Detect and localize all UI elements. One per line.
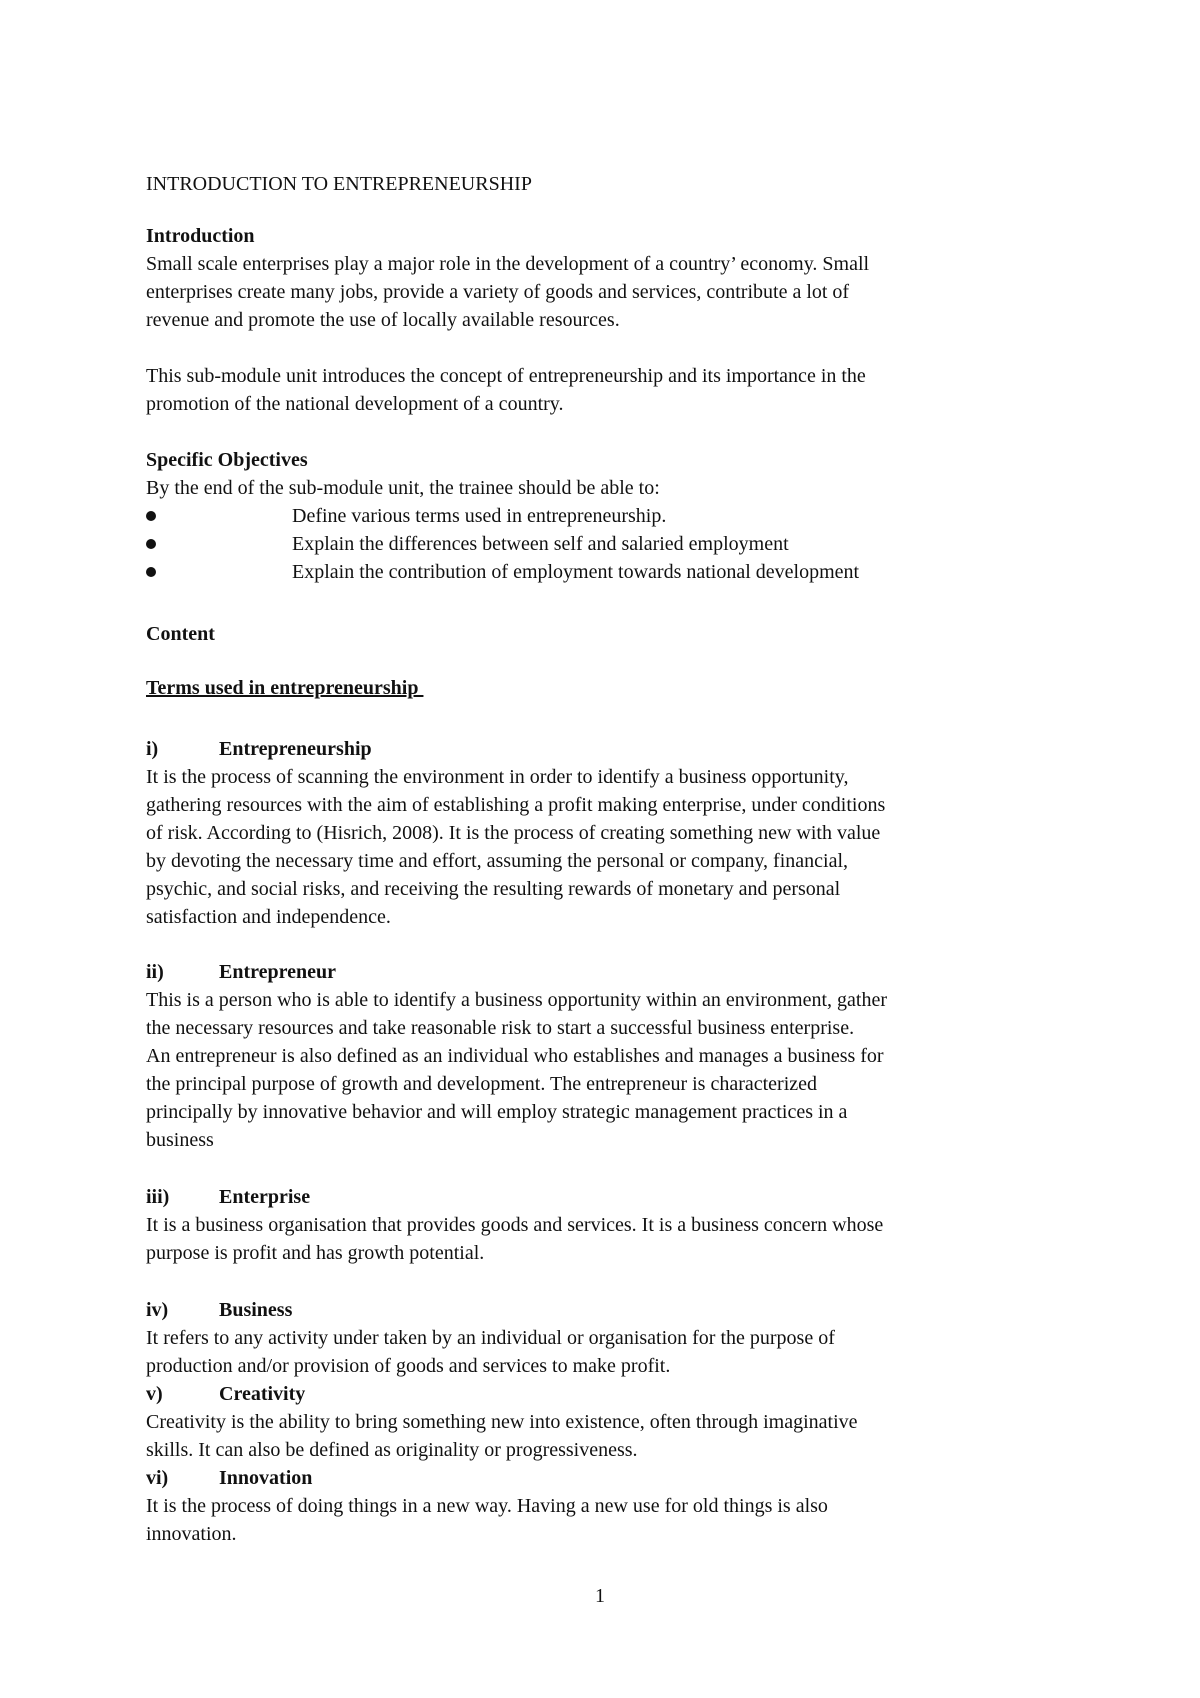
term-heading: [146, 1183, 1066, 1211]
term-creativity: [146, 1380, 1066, 1464]
content-heading: Content: [146, 623, 215, 645]
term-name: Enterprise: [219, 1186, 311, 1208]
term-enterprise: [146, 1183, 1066, 1267]
objectives-list: [146, 502, 1066, 586]
text-line: revenue and promote the use of locally available resources.: [146, 309, 620, 331]
term-entrepreneur: [146, 958, 1066, 1154]
text-line: business: [146, 1129, 214, 1151]
text-line: gathering resources with the aim of establishing a profit making enterprise, under conditions: [146, 794, 886, 816]
text-line: the necessary resources and take reasonable risk to start a successful business enterprise.: [146, 1017, 855, 1039]
text-line: purpose is profit and has growth potential.: [146, 1242, 485, 1264]
text-line: by devoting the necessary time and effort, assuming the personal or company, financial,: [146, 850, 849, 872]
term-business: [146, 1296, 1066, 1380]
list-item: [146, 502, 1066, 530]
text-line: principally by innovative behavior and will employ strategic management practices in a: [146, 1101, 848, 1123]
content-section: [146, 620, 1066, 648]
objectives-heading: Specific Objectives: [146, 449, 308, 471]
text-line: psychic, and social risks, and receiving the resulting rewards of monetary and personal: [146, 878, 841, 900]
list-item-text: Explain the contribution of employment towards national development: [292, 561, 860, 583]
text-line: It is the process of scanning the environment in order to identify a business opportunity,: [146, 766, 849, 788]
term-heading: [146, 958, 1066, 986]
term-entrepreneurship: [146, 735, 1066, 931]
term-number: iv): [146, 1299, 169, 1321]
term-definition: [146, 1211, 1066, 1267]
term-number: ii): [146, 961, 164, 983]
objectives-section: [146, 446, 1066, 586]
term-definition: [146, 1492, 1066, 1548]
text-line: enterprises create many jobs, provide a variety of goods and services, contribute a lot of: [146, 281, 850, 303]
text-line: the principal purpose of growth and development. The entrepreneur is characterized: [146, 1073, 818, 1095]
term-definition: [146, 763, 1066, 931]
term-name: Entrepreneurship: [219, 738, 372, 760]
term-definition: [146, 1324, 1066, 1380]
text-line: This sub-module unit introduces the concept of entrepreneurship and its importance in the: [146, 365, 866, 387]
text-line: of risk. According to (Hisrich, 2008). It is the process of creating something new with value: [146, 822, 881, 844]
introduction-section: [146, 222, 1066, 334]
term-name: Business: [219, 1299, 293, 1321]
text-line: satisfaction and independence.: [146, 906, 391, 928]
term-number: iii): [146, 1186, 170, 1208]
text-line: Creativity is the ability to bring something new into existence, often through imaginative: [146, 1411, 858, 1433]
list-item: [146, 558, 1066, 586]
term-definition: [146, 1408, 1066, 1464]
term-number: vi): [146, 1467, 169, 1489]
text-line: It is the process of doing things in a new way. Having a new use for old things is also: [146, 1495, 828, 1517]
text-line: Small scale enterprises play a major role in the development of a country’ economy. Small: [146, 253, 870, 275]
term-heading: [146, 1380, 1066, 1408]
term-definition: [146, 986, 1066, 1154]
term-number: v): [146, 1383, 163, 1405]
terms-subheading-block: [146, 674, 1066, 702]
introduction-paragraph-1: [146, 250, 1066, 334]
introduction-paragraph-2-block: [146, 362, 1066, 418]
bullet-icon: [146, 567, 156, 577]
objectives-lead: [146, 474, 1066, 502]
list-item: [146, 530, 1066, 558]
text-line: skills. It can also be defined as originality or progressiveness.: [146, 1439, 638, 1461]
introduction-heading: Introduction: [146, 225, 255, 247]
term-innovation: [146, 1464, 1066, 1548]
text-line: It is a business organisation that provides goods and services. It is a business concern whose: [146, 1214, 884, 1236]
introduction-paragraph-2: [146, 362, 1066, 418]
term-number: i): [146, 738, 159, 760]
term-heading: [146, 1296, 1066, 1324]
term-heading: [146, 1464, 1066, 1492]
list-item-text: Explain the differences between self and salaried employment: [292, 533, 789, 555]
list-item-text: Define various terms used in entrepreneurship.: [292, 505, 667, 527]
text-line: It refers to any activity under taken by an individual or organisation for the purpose of: [146, 1327, 835, 1349]
page-number: 1: [595, 1585, 605, 1607]
text-line: By the end of the sub-module unit, the trainee should be able to:: [146, 477, 660, 499]
terms-subheading: Terms used in entrepreneurship: [146, 677, 424, 699]
bullet-icon: [146, 539, 156, 549]
text-line: innovation.: [146, 1523, 237, 1545]
term-name: Creativity: [219, 1383, 306, 1405]
text-line: production and/or provision of goods and services to make profit.: [146, 1355, 671, 1377]
term-name: Entrepreneur: [219, 961, 337, 983]
term-heading: [146, 735, 1066, 763]
text-line: This is a person who is able to identify a business opportunity within an environment, gather: [146, 989, 887, 1011]
bullet-icon: [146, 511, 156, 521]
text-line: promotion of the national development of a country.: [146, 393, 564, 415]
term-name: Innovation: [219, 1467, 313, 1489]
document-title: INTRODUCTION TO ENTREPRENEURSHIP: [146, 173, 532, 195]
text-line: An entrepreneur is also defined as an individual who establishes and manages a business for: [146, 1045, 884, 1067]
